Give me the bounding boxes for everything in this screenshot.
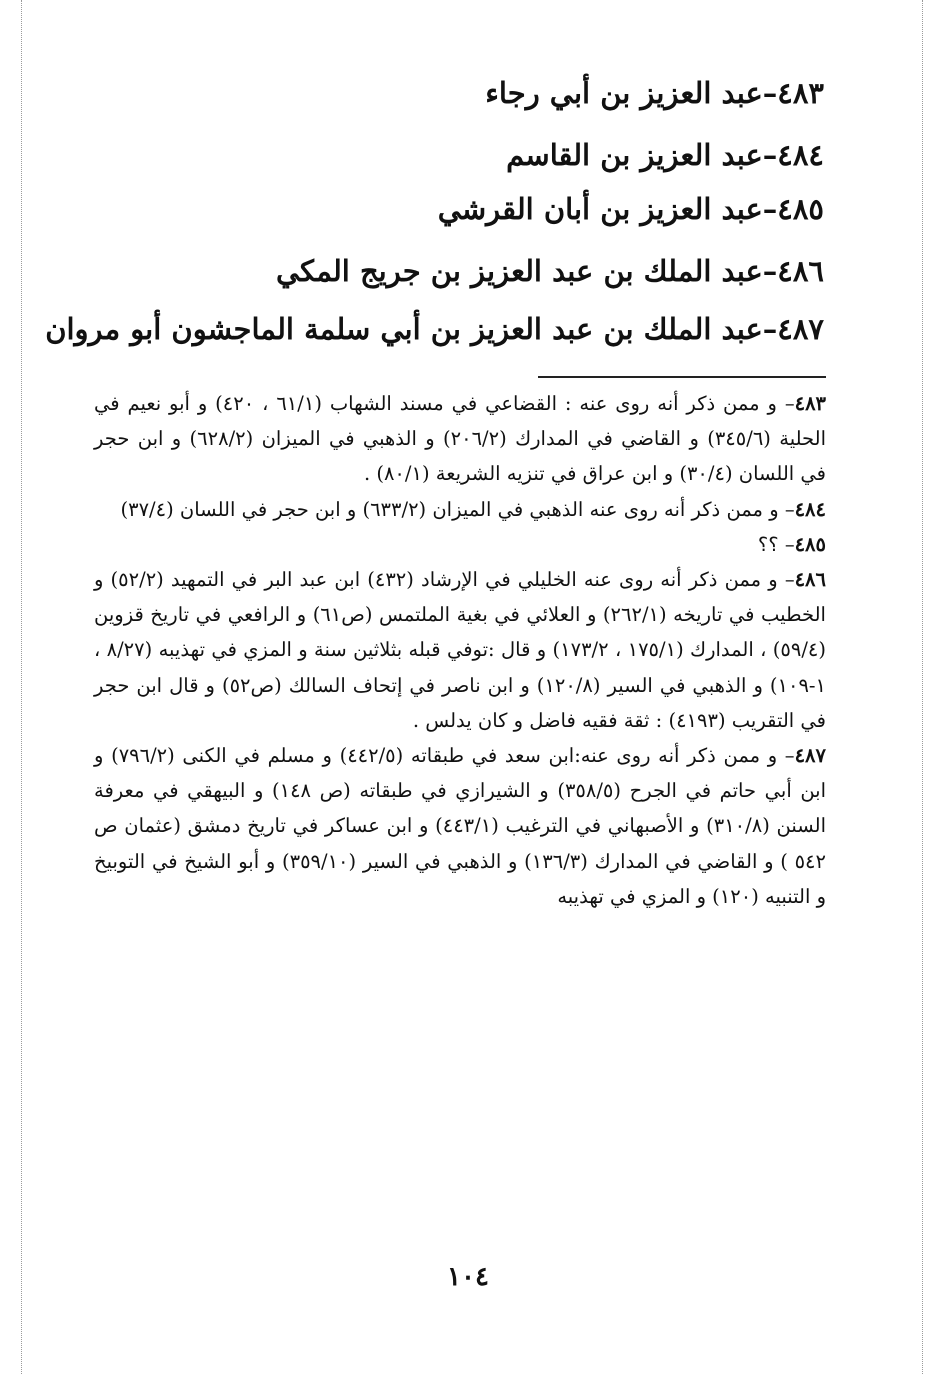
entry-484: ٤٨٤–عبد العزيز بن القاسم	[506, 138, 824, 172]
footnote-484: ٤٨٤– و ممن ذكر أنه روى عنه الذهبي في الميزان (٦٣٣/٢) و ابن حجر في اللسان (٣٧/٤)	[120, 497, 826, 521]
entry-number: ٤٨٥	[777, 192, 824, 226]
footnotes	[94, 386, 826, 914]
entry-number: ٤٨٦	[777, 254, 824, 288]
footnote-number: ٤٨٥	[794, 532, 826, 556]
footnote-text: ؟؟	[757, 532, 779, 556]
footnote-number: ٤٨٣	[794, 392, 827, 415]
footnote-text: و ممن ذكر أنه روى عنه الذهبي في الميزان (٦٣٣/٢) و ابن حجر في اللسان (٣٧/٤)	[120, 497, 779, 521]
footnote-separator	[538, 376, 826, 378]
entry-number: ٤٨٣	[777, 76, 824, 110]
scan-edge-right	[922, 0, 923, 1374]
footnote-485: ٤٨٥– ؟؟	[757, 532, 826, 556]
scan-edge-left	[21, 0, 22, 1374]
footnote-486: ٤٨٦– و ممن ذكر أنه روى عنه الخليلي في الإرشاد (٤٣٢) ابن عبد البر في التمهيد (٥٢/٢) و الخطيب في تاريخه (٢٦٢/١) و العلائي في بغية الملتمس (ص٦١) و الرافعي في تاريخ قزوين (٥٩/٤) ، المدارك (١٧٥/١ ، ١٧٣/٢) و قال :توفي قبله بثلاثين سنة و المزي في تهذيبه (٨/٢٧ ، ١-١٠٩) و الذهبي في السير (١٢٠/٨) و ابن ناصر في إتحاف السالك (ص٥٢) و قال ابن حجر في التقريب (٤١٩٣) : ثقة فقيه فاضل و كان يدلس .	[94, 568, 826, 732]
entry-name: عبد العزيز بن أبان القرشي	[437, 192, 763, 226]
page-number: ١٠٤	[447, 1262, 489, 1292]
entry-486: ٤٨٦–عبد الملك بن عبد العزيز بن جريج المكي	[276, 254, 824, 288]
footnote-number: ٤٨٤	[794, 497, 826, 521]
footnote-text: و ممن ذكر أنه روى عنه:ابن سعد في طبقاته (٤٤٢/٥) و مسلم في الكنى (٧٩٦/٢) و ابن أبي حاتم في الجرح (٣٥٨/٥) و الشيرازي في طبقاته (ص ١٤٨) و البيهقي في معرفة السنن (٣١٠/٨) و الأصبهاني في الترغيب (٤٤٣/١) و ابن عساكر في تاريخ دمشق (عثمان ص ٥٤٢ ) و القاضي في المدارك (١٣٦/٣) و الذهبي في السير (٣٥٩/١٠) و أبو الشيخ في التوبيخ و التنبيه (١٢٠) و المزي في تهذيبه	[94, 744, 827, 908]
footnote-number: ٤٨٦	[794, 568, 826, 592]
entry-number: ٤٨٧	[777, 312, 824, 346]
entry-name: عبد العزيز بن أبي رجاء	[485, 76, 763, 110]
footnote-487: ٤٨٧– و ممن ذكر أنه روى عنه:ابن سعد في طبقاته (٤٤٢/٥) و مسلم في الكنى (٧٩٦/٢) و ابن أبي حاتم في الجرح (٣٥٨/٥) و الشيرازي في طبقاته (ص ١٤٨) و البيهقي في معرفة السنن (٣١٠/٨) و الأصبهاني في الترغيب (٤٤٣/١) و ابن عساكر في تاريخ دمشق (عثمان ص ٥٤٢ ) و القاضي في المدارك (١٣٦/٣) و الذهبي في السير (٣٥٩/١٠) و أبو الشيخ في التوبيخ و التنبيه (١٢٠) و المزي في تهذيبه	[94, 744, 827, 908]
footnote-483: ٤٨٣– و ممن ذكر أنه روى عنه : القضاعي في مسند الشهاب (٦١/١ ، ٤٢٠) و أبو نعيم في الحلية (٣٤٥/٦) و القاضي في المدارك (٢٠٦/٢) و الذهبي في الميزان (٦٢٨/٢) و ابن حجر في اللسان (٣٠/٤) و ابن عراق في تنزيه الشريعة (٨٠/١) .	[94, 392, 827, 486]
entry-name: عبد العزيز بن القاسم	[506, 138, 763, 172]
footnote-text: و ممن ذكر أنه روى عنه الخليلي في الإرشاد (٤٣٢) ابن عبد البر في التمهيد (٥٢/٢) و الخطيب في تاريخه (٢٦٢/١) و العلائي في بغية الملتمس (ص٦١) و الرافعي في تاريخ قزوين (٥٩/٤) ، المدارك (١٧٥/١ ، ١٧٣/٢) و قال :توفي قبله بثلاثين سنة و المزي في تهذيبه (٨/٢٧ ، ١-١٠٩) و الذهبي في السير (١٢٠/٨) و ابن ناصر في إتحاف السالك (ص٥٢) و قال ابن حجر في التقريب (٤١٩٣) : ثقة فقيه فاضل و كان يدلس .	[94, 568, 826, 732]
entry-485: ٤٨٥–عبد العزيز بن أبان القرشي	[437, 192, 824, 226]
entry-487: ٤٨٧–عبد الملك بن عبد العزيز بن أبي سلمة الماجشون أبو مروان	[45, 312, 824, 346]
entry-483: ٤٨٣–عبد العزيز بن أبي رجاء	[485, 76, 824, 110]
footnote-text: و ممن ذكر أنه روى عنه : القضاعي في مسند الشهاب (٦١/١ ، ٤٢٠) و أبو نعيم في الحلية (٣٤٥/٦) و القاضي في المدارك (٢٠٦/٢) و الذهبي في الميزان (٦٢٨/٢) و ابن حجر في اللسان (٣٠/٤) و ابن عراق في تنزيه الشريعة (٨٠/١) .	[94, 392, 826, 486]
entry-name: عبد الملك بن عبد العزيز بن جريج المكي	[276, 254, 763, 288]
footnote-number: ٤٨٧	[794, 744, 826, 768]
entry-name: عبد الملك بن عبد العزيز بن أبي سلمة الماجشون أبو مروان	[45, 312, 763, 346]
entry-number: ٤٨٤	[777, 138, 824, 172]
